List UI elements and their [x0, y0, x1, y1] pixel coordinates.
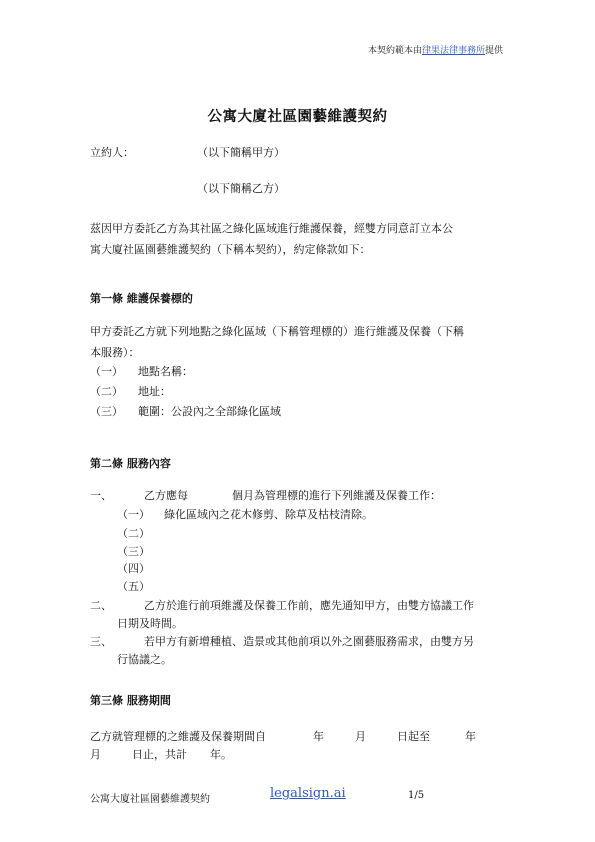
page-number: 1/5 [408, 790, 425, 801]
party-a-placeholder: （以下簡稱甲方） [197, 146, 285, 159]
sub-item-text: 綠化區域內之花木修剪、除草及枯枝清除。 [164, 508, 373, 521]
sub-item-number: （五） [117, 580, 150, 593]
page-header [368, 43, 503, 56]
footer-doc-name: 公寓大廈社區園藝維護契約 [90, 794, 210, 805]
article-3-heading: 第三條 服務期間 [90, 694, 171, 707]
list-item-number: （三） [90, 405, 123, 418]
article-2-heading: 第二條 服務內容 [90, 457, 171, 470]
header-suffix: 提供 [484, 46, 503, 56]
period-year-start: 年 [313, 730, 324, 743]
clause-3-line-2: 行協議之。 [117, 653, 172, 666]
clause-1-text-b: 個月為管理標的進行下列維護及保養工作： [232, 489, 441, 502]
period-day-start: 日起至 [397, 730, 430, 743]
period-years: 年。 [210, 748, 232, 761]
law-firm-link[interactable]: 律果法律事務所 [421, 46, 485, 56]
list-item-text: 地點名稱： [138, 365, 193, 378]
clause-2-line-1: 乙方於進行前項維護及保養工作前，應先通知甲方，由雙方協議工作 [144, 599, 474, 612]
preamble-line-1: 茲因甲方委託乙方為其社區之綠化區域進行維護保養，經雙方同意訂立本公 [90, 222, 453, 235]
preamble-line-2: 寓大廈社區園藝維護契約（下稱本契約），約定條款如下： [90, 243, 371, 256]
article-1-line-1: 甲方委託乙方就下列地點之綠化區域（下稱管理標的）進行維護及保養（下稱 [90, 325, 464, 338]
sub-item-number: （三） [117, 545, 150, 558]
period-day-end: 日止，共計 [132, 748, 187, 761]
period-month-start: 月 [355, 730, 366, 743]
clause-number: 一、 [90, 489, 112, 502]
clause-number: 三、 [90, 635, 112, 648]
sub-item-number: （二） [117, 527, 150, 540]
parties-label: 立約人： [90, 146, 134, 159]
document-title: 公寓大廈社區園藝維護契約 [207, 108, 388, 125]
clause-3-line-1: 若甲方有新增種植、造景或其他前項以外之園藝服務需求，由雙方另 [144, 635, 474, 648]
article-1-line-2: 本服務）： [90, 346, 140, 359]
period-line-1: 乙方就管理標的之維護及保養期間自 [90, 730, 266, 743]
list-item-text: 範圍：公設內之全部綠化區域 [138, 405, 281, 418]
sub-item-number: （一） [117, 508, 150, 521]
party-b-placeholder: （以下簡稱乙方） [197, 182, 285, 195]
period-month-end: 月 [90, 748, 101, 761]
article-1-heading: 第一條 維護保養標的 [90, 292, 193, 305]
legalsign-link[interactable]: legalsign.ai [270, 786, 346, 801]
list-item-number: （一） [90, 365, 123, 378]
clause-number: 二、 [90, 599, 112, 612]
header-prefix: 本契約範本由 [367, 46, 422, 56]
clause-1-text-a: 乙方應每 [144, 489, 188, 502]
period-year-end: 年 [465, 730, 476, 743]
sub-item-number: （四） [117, 562, 150, 575]
clause-2-line-2: 日期及時間。 [117, 617, 183, 630]
list-item-text: 地址： [138, 385, 171, 398]
list-item-number: （二） [90, 385, 123, 398]
